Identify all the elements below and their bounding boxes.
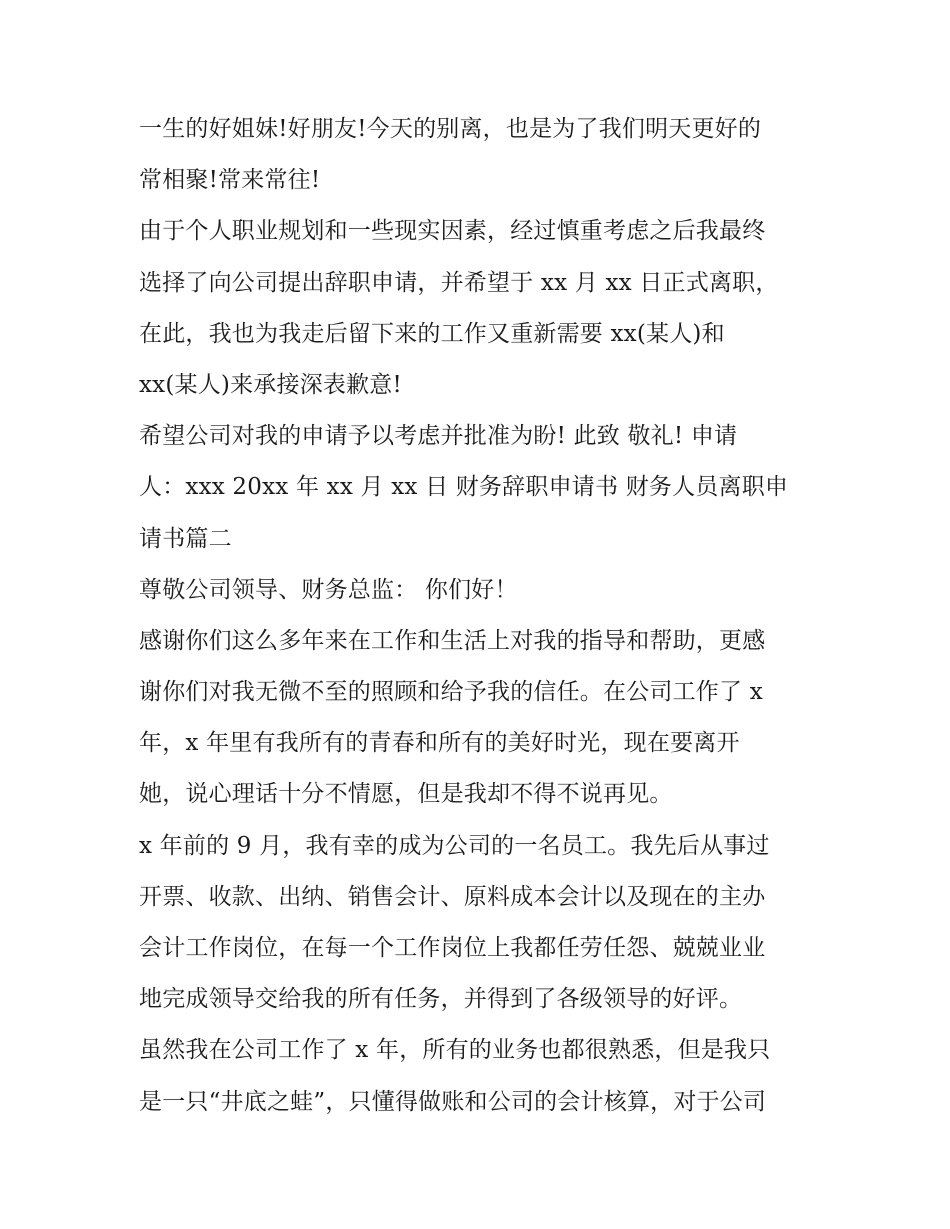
text-line: 由于个人职业规划和一些现实因素，经过慎重考虑之后我最终 — [139, 218, 766, 245]
text-line: 谢你们对我无微不至的照顾和给予我的信任。在公司工作了 x — [139, 679, 763, 706]
text-line: 感谢你们这么多年来在工作和生活上对我的指导和帮助，更感 — [139, 627, 766, 654]
text-line: xx(某人)来承接深表歉意! — [139, 371, 402, 398]
text-line: 开票、收款、出纳、销售会计、原料成本会计以及现在的主办 — [139, 883, 766, 910]
text-line: 会计工作岗位，在每一个工作岗位上我都任劳任怨、兢兢业业 — [139, 935, 766, 961]
text-line: 地完成领导交给我的所有任务，并得到了各级领导的好评。 — [139, 986, 743, 1013]
text-line: 一生的好姐妹!好朋友!今天的别离，也是为了我们明天更好的 — [139, 116, 762, 142]
text-line: 常相聚!常来常往! — [139, 167, 321, 194]
text-line: 选择了向公司提出辞职申请，并希望于 xx 月 xx 日正式离职， — [139, 269, 779, 296]
text-line: 希望公司对我的申请予以考虑并批准为盼! 此致 敬礼! 申请 — [139, 423, 738, 450]
document-body — [139, 104, 819, 1128]
salutation-line: 尊敬公司领导、财务总监： 你们好！ — [139, 576, 518, 603]
text-line: 是一只“井底之蛙”，只懂得做账和公司的会计核算，对于公司 — [139, 1088, 767, 1115]
text-line: x 年前的 9 月，我有幸的成为公司的一名员工。我先后从事过 — [139, 832, 770, 859]
text-line: 人：xxx 20xx 年 xx 月 xx 日 财务辞职申请书 财务人员离职申 — [139, 474, 789, 501]
text-line: 年，x 年里有我所有的青春和所有的美好时光，现在要离开 — [139, 730, 740, 757]
text-line: 请书篇二 — [139, 525, 232, 552]
text-line: 虽然我在公司工作了 x 年，所有的业务也都很熟悉，但是我只 — [139, 1037, 771, 1064]
text-line: 在此，我也为我走后留下来的工作又重新需要 xx(某人)和 — [139, 320, 725, 347]
text-line: 她，说心理话十分不情愿，但是我却不得不说再见。 — [139, 781, 673, 808]
